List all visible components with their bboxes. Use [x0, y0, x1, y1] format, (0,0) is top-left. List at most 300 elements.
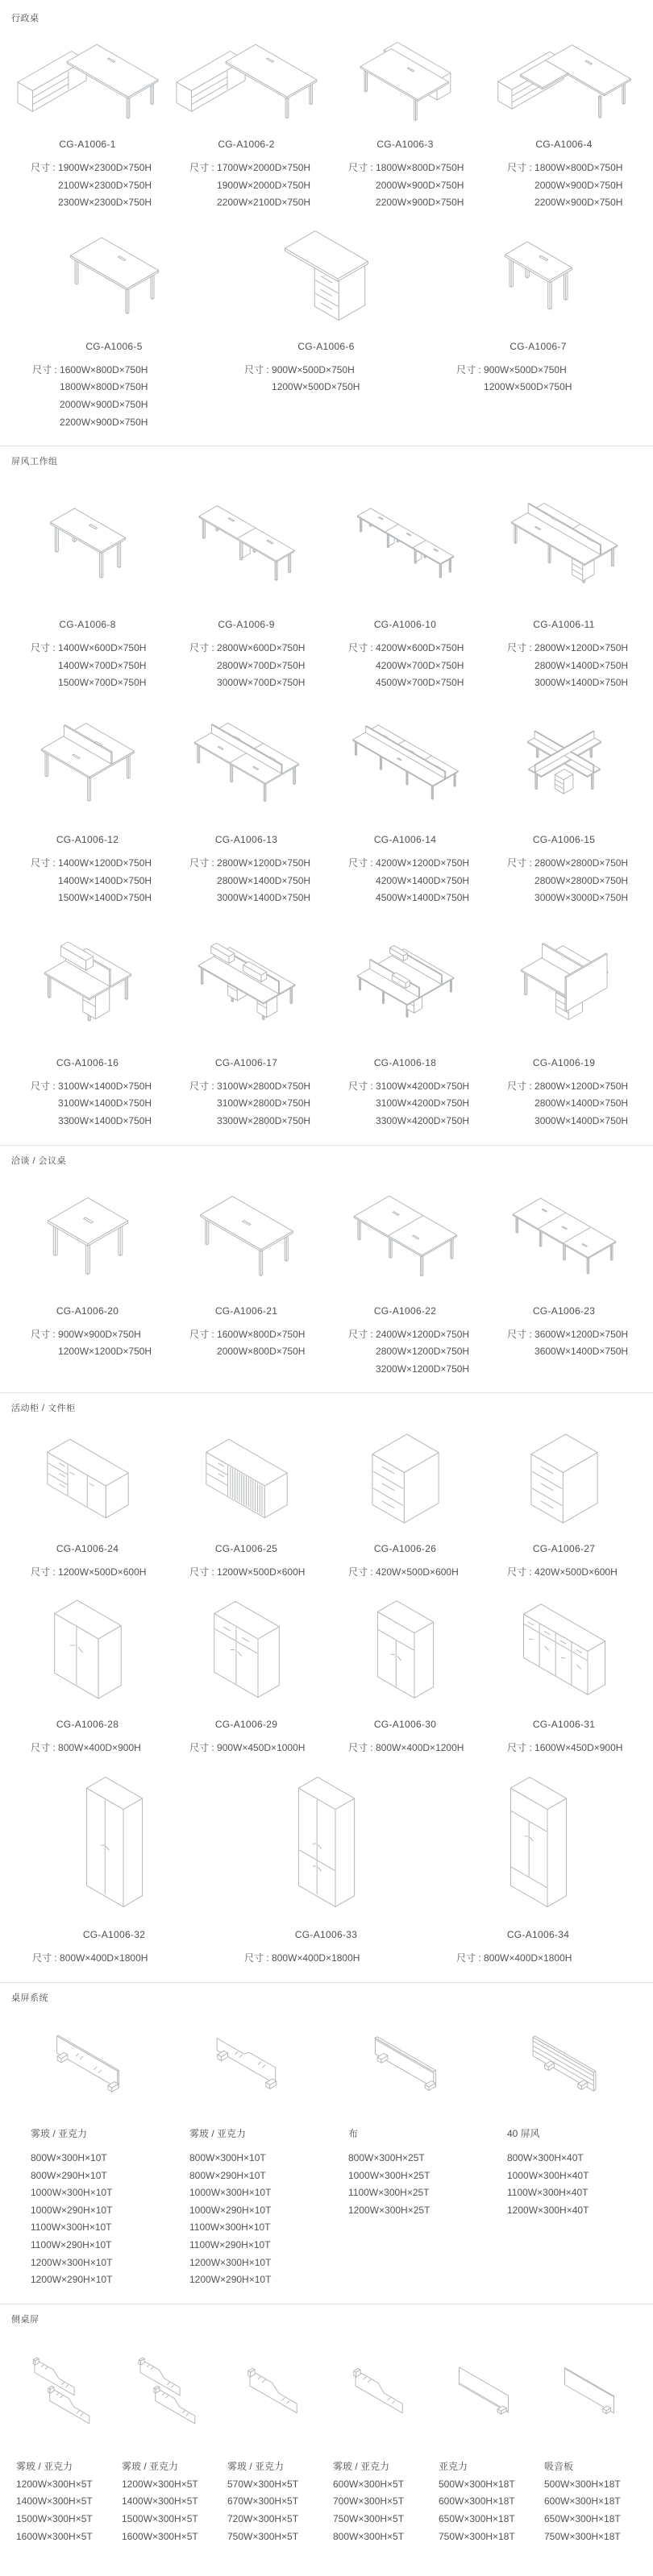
catalog-item: [326, 692, 485, 907]
size-prefix: 尺寸 :: [348, 1741, 376, 1753]
size-list: [536, 2476, 642, 2545]
size-line: 1900W×2000D×750H: [217, 179, 311, 191]
size-lines: [484, 1950, 572, 1968]
size-lines: [534, 160, 622, 212]
model-label: CG-A1006-22: [373, 1305, 437, 1317]
model-label: CG-A1006-21: [214, 1305, 278, 1317]
model-label: CG-A1006-10: [373, 619, 437, 631]
size-lines: [58, 1326, 152, 1361]
face3-illustration: [326, 699, 485, 826]
size-line: 500W×300H×18T: [544, 2478, 621, 2490]
model-label: CG-A1006-20: [56, 1305, 119, 1317]
size-line: 2800W×700D×750H: [217, 659, 306, 671]
table1-illustration: [8, 1175, 167, 1297]
size-lines: [534, 1326, 628, 1361]
model-label: CG-A1006-5: [85, 340, 143, 352]
size-line: 900W×500D×750H: [272, 363, 355, 375]
catalog-section: [0, 1392, 653, 1982]
size-prefix: 尺寸 :: [507, 1741, 535, 1753]
catalog-item: [220, 212, 432, 396]
size-list: [8, 855, 167, 907]
size-list: [8, 1078, 167, 1130]
size-line: 1000W×300H×40T: [507, 2169, 589, 2181]
size-list: [167, 160, 326, 212]
size-line: 2400W×1200D×750H: [376, 1328, 470, 1340]
catalog-item: [485, 692, 643, 907]
size-line: 2800W×1400D×750H: [534, 659, 629, 671]
size-line: 1500W×1400D×750H: [58, 892, 152, 904]
size-line: 2200W×900D×750H: [534, 197, 623, 209]
size-line: 2200W×900D×750H: [376, 197, 464, 209]
size-line: 3300W×4200D×750H: [376, 1114, 470, 1126]
size-lines: [217, 160, 310, 212]
size-list: [8, 1564, 167, 1582]
size-list: [220, 362, 432, 396]
size-line: 3600W×1200D×750H: [534, 1328, 629, 1340]
model-label: CG-A1006-12: [56, 833, 119, 845]
size-line: 1400W×1200D×750H: [58, 857, 152, 869]
size-line: 800W×400D×1200H: [376, 1741, 464, 1753]
size-prefix: 尺寸 :: [348, 1566, 376, 1578]
catalog-item: [485, 469, 643, 692]
size-lines: [60, 362, 148, 431]
size-lines: [376, 1740, 464, 1757]
size-line: 1600W×300H×5T: [16, 2530, 93, 2542]
catalog-item: [220, 1757, 432, 1968]
catalog-item: [326, 1416, 485, 1582]
size-line: 1200W×290H×10T: [31, 2274, 113, 2286]
ldesk3-illustration: [326, 32, 485, 131]
catalog-item: [167, 2006, 326, 2289]
size-list: [432, 1950, 644, 1968]
size-lines: [348, 2150, 430, 2219]
model-label: CG-A1006-4: [535, 139, 593, 150]
size-list: [8, 1326, 167, 1361]
cross-illustration: [485, 699, 643, 826]
bench1-illustration: [8, 475, 167, 611]
catalog-item: [485, 2006, 643, 2219]
size-lines: [534, 640, 628, 692]
side1-illustration: [325, 2333, 430, 2448]
size-list: [8, 2476, 114, 2545]
size-line: 1200W×300H×10T: [31, 2256, 113, 2268]
catalog-item: [167, 1416, 326, 1582]
material-label: 布: [348, 2128, 359, 2140]
size-line: 1200W×300H×5T: [16, 2478, 93, 2490]
size-list: [485, 640, 643, 692]
section-title: 活动柜 / 文件柜: [11, 1404, 76, 1414]
catalog-item: [485, 1582, 643, 1757]
model-label: CG-A1006-7: [510, 340, 567, 352]
size-line: 1700W×2000D×750H: [217, 162, 311, 173]
model-label: CG-A1006-9: [218, 619, 275, 631]
size-lines: [376, 1326, 469, 1379]
table2-illustration: [326, 1175, 485, 1297]
material-label: 雾玻 / 亚克力: [333, 2460, 390, 2472]
size-line: 2200W×2100D×750H: [217, 197, 311, 209]
size-line: 1600W×450D×900H: [534, 1741, 623, 1753]
size-list: [8, 362, 220, 431]
size-line: 600W×300H×5T: [333, 2478, 405, 2490]
size-prefix: 尺寸 :: [507, 642, 535, 654]
pedestal-illustration: [326, 1422, 485, 1535]
material-label: 雾玻 / 亚克力: [16, 2460, 73, 2472]
size-line: 1000W×290H×10T: [31, 2204, 113, 2216]
size-line: 3100W×2800D×750H: [217, 1097, 311, 1110]
catalog-section: [0, 2304, 653, 2560]
section-title: 侧桌屏: [11, 2314, 40, 2325]
size-line: 2800W×600D×750H: [217, 642, 306, 654]
size-line: 1200W×300H×25T: [348, 2204, 430, 2216]
size-list: [432, 362, 644, 396]
size-lines: [122, 2476, 198, 2545]
size-lines: [31, 2150, 112, 2289]
model-label: CG-A1006-17: [214, 1056, 278, 1068]
material-label: 雾玻 / 亚克力: [189, 2128, 247, 2140]
catalog-item: [167, 469, 326, 692]
ldesk-illustration: [167, 32, 326, 131]
size-lines: [534, 1564, 618, 1582]
size-line: 1400W×300H×5T: [16, 2495, 93, 2508]
size-prefix: 尺寸 :: [456, 363, 485, 375]
model-label: CG-A1006-14: [373, 833, 437, 845]
size-line: 900W×900D×750H: [58, 1328, 141, 1340]
size-line: 900W×450D×1000H: [217, 1741, 306, 1753]
size-line: 1000W×300H×10T: [31, 2187, 113, 2199]
cabwide-illustration: [485, 1588, 643, 1711]
size-line: 1200W×500D×750H: [484, 381, 572, 393]
size-line: 1400W×700D×750H: [58, 659, 147, 671]
ldeskc-illustration: [485, 32, 643, 131]
table1w-illustration: [167, 1175, 326, 1297]
size-lines: [484, 362, 572, 396]
size-lines: [217, 1564, 305, 1582]
size-line: 2800W×1200D×750H: [217, 857, 311, 869]
size-line: 800W×300H×25T: [348, 2152, 425, 2164]
catalog-row: [8, 1757, 645, 1968]
size-line: 3300W×1400D×750H: [58, 1114, 152, 1126]
size-prefix: 尺寸 :: [189, 1741, 218, 1753]
size-lines: [189, 2150, 271, 2289]
size-line: 2800W×1200D×750H: [534, 642, 629, 654]
size-line: 670W×300H×5T: [227, 2495, 299, 2508]
size-lines: [217, 1326, 305, 1361]
size-line: 800W×400D×1800H: [272, 1952, 360, 1964]
screenflat-illustration: [8, 2012, 167, 2115]
size-list: [167, 1564, 326, 1582]
size-line: 1200W×500D×750H: [272, 381, 360, 393]
size-line: 3000W×700D×750H: [217, 677, 306, 689]
size-line: 1600W×800D×750H: [60, 363, 148, 375]
model-label: CG-A1006-18: [373, 1056, 437, 1068]
cab2door-illustration: [8, 1588, 167, 1711]
model-label: CG-A1006-30: [373, 1718, 437, 1730]
size-line: 800W×300H×10T: [31, 2152, 107, 2164]
size-line: 500W×300H×18T: [439, 2478, 515, 2490]
size-prefix: 尺寸 :: [32, 363, 60, 375]
catalog-item: [114, 2327, 219, 2545]
size-list: [485, 1078, 643, 1130]
screen40-illustration: [485, 2012, 643, 2115]
size-line: 800W×290H×10T: [31, 2169, 107, 2181]
size-lines: [333, 2476, 404, 2545]
size-line: 750W×300H×18T: [544, 2530, 621, 2542]
panel2-illustration: [167, 914, 326, 1049]
size-line: 700W×300H×5T: [333, 2495, 405, 2508]
screennotch-illustration: [167, 2012, 326, 2115]
size-lines: [217, 855, 310, 907]
size-line: 1100W×300H×25T: [348, 2187, 430, 2199]
catalog-item: [8, 1168, 167, 1361]
size-line: 1000W×290H×10T: [189, 2204, 272, 2216]
size-lines: [217, 640, 305, 692]
credenza-illustration: [8, 1422, 167, 1535]
size-prefix: 尺寸 :: [348, 1328, 376, 1340]
size-line: 3100W×1400D×750H: [58, 1080, 152, 1092]
size-line: 800W×400D×900H: [58, 1741, 141, 1753]
model-label: CG-A1006-3: [376, 139, 434, 150]
size-prefix: 尺寸 :: [244, 363, 272, 375]
model-label: CG-A1006-24: [56, 1543, 119, 1555]
size-prefix: 尺寸 :: [348, 642, 376, 654]
model-label: CG-A1006-32: [82, 1929, 146, 1941]
material-label: 雾玻 / 亚克力: [227, 2460, 285, 2472]
size-list: [8, 1950, 220, 1968]
model-label: CG-A1006-8: [59, 619, 116, 631]
tambour-illustration: [167, 1422, 326, 1535]
cabmix-illustration: [167, 1588, 326, 1711]
size-list: [220, 1950, 432, 1968]
model-label: CG-A1006-19: [532, 1056, 596, 1068]
catalog-item: [536, 2327, 642, 2545]
model-label: CG-A1006-33: [294, 1929, 358, 1941]
size-line: 1200W×290H×10T: [189, 2274, 272, 2286]
size-lines: [58, 160, 152, 212]
section-title: 行政桌: [11, 14, 40, 23]
size-line: 800W×300H×40T: [507, 2152, 584, 2164]
model-label: CG-A1006-2: [218, 139, 275, 150]
size-line: 4500W×700D×750H: [376, 677, 464, 689]
model-label: CG-A1006-25: [214, 1543, 278, 1555]
size-lines: [58, 1078, 152, 1130]
model-label: CG-A1006-16: [56, 1056, 119, 1068]
desk-illustration: [8, 218, 220, 333]
size-line: 3300W×2800D×750H: [217, 1114, 311, 1126]
panel1b-illustration: [485, 914, 643, 1049]
catalog-item: [8, 1416, 167, 1582]
size-line: 3000W×1400D×750H: [217, 892, 311, 904]
size-list: [167, 1740, 326, 1757]
size-line: 570W×300H×5T: [227, 2478, 299, 2490]
size-line: 1400W×600D×750H: [58, 642, 147, 654]
catalog-item: [8, 2006, 167, 2289]
model-label: CG-A1006-15: [532, 833, 596, 845]
size-lines: [376, 1078, 469, 1130]
model-label: CG-A1006-6: [297, 340, 355, 352]
size-line: 800W×400D×1800H: [60, 1952, 148, 1964]
size-line: 750W×300H×5T: [333, 2513, 405, 2524]
size-prefix: 尺寸 :: [244, 1952, 272, 1964]
size-prefix: 尺寸 :: [189, 642, 218, 654]
size-line: 1100W×300H×40T: [507, 2187, 589, 2199]
size-line: 720W×300H×5T: [227, 2513, 299, 2524]
catalog-section: [0, 3, 653, 446]
cabopen-illustration: [326, 1588, 485, 1711]
peddesk-illustration: [220, 218, 432, 333]
size-line: 2800W×1400D×750H: [534, 1097, 629, 1110]
catalog-item: [485, 1416, 643, 1582]
size-line: 2000W×900D×750H: [534, 179, 623, 191]
face2p-illustration: [485, 475, 643, 611]
size-list: [8, 640, 167, 692]
material-label: 吸音板: [544, 2460, 574, 2472]
size-line: 1200W×300H×40T: [507, 2204, 589, 2216]
size-line: 800W×300H×5T: [333, 2530, 405, 2542]
model-label: CG-A1006-26: [373, 1543, 437, 1555]
model-label: CG-A1006-13: [214, 833, 278, 845]
size-list: [485, 2150, 643, 2219]
side1-illustration: [219, 2333, 325, 2448]
plain2-illustration: [536, 2333, 642, 2448]
catalog-item: [326, 2006, 485, 2219]
size-prefix: 尺寸 :: [348, 1080, 376, 1092]
size-list: [326, 1078, 485, 1130]
size-line: 1500W×700D×750H: [58, 677, 147, 689]
size-line: 2800W×2800D×750H: [534, 874, 629, 886]
catalog-item: [325, 2327, 430, 2545]
size-lines: [217, 1740, 305, 1757]
size-prefix: 尺寸 :: [189, 1080, 218, 1092]
size-line: 2300W×2300D×750H: [58, 197, 152, 209]
size-lines: [534, 1078, 628, 1130]
size-line: 2200W×900D×750H: [60, 416, 148, 428]
catalog-item: [8, 1582, 167, 1757]
catalog-item: [326, 907, 485, 1130]
catalog-item: [485, 26, 643, 212]
catalog-row: [8, 469, 645, 692]
model-label: CG-A1006-34: [506, 1929, 570, 1941]
size-lines: [58, 1740, 141, 1757]
catalog-row: [8, 1582, 645, 1757]
size-list: [485, 1564, 643, 1582]
size-list: [485, 855, 643, 907]
plain-illustration: [430, 2333, 536, 2448]
size-list: [167, 2150, 326, 2289]
material-label: 雾玻 / 亚克力: [31, 2128, 88, 2140]
size-prefix: 尺寸 :: [189, 857, 218, 869]
size-line: 4200W×600D×750H: [376, 642, 464, 654]
size-lines: [439, 2476, 515, 2545]
size-line: 4200W×700D×750H: [376, 659, 464, 671]
size-lines: [58, 1564, 146, 1582]
size-lines: [58, 855, 152, 907]
model-label: CG-A1006-27: [532, 1543, 596, 1555]
size-line: 1100W×290H×10T: [189, 2239, 271, 2251]
material-label: 雾玻 / 亚克力: [122, 2460, 179, 2472]
catalog-row: [8, 26, 645, 212]
size-list: [485, 1326, 643, 1361]
size-line: 1500W×300H×5T: [122, 2513, 198, 2524]
section-title: 屏风工作组: [11, 457, 58, 467]
size-line: 3200W×1200D×750H: [376, 1363, 470, 1375]
size-line: 1100W×300H×10T: [189, 2221, 271, 2234]
size-line: 3000W×1400D×750H: [534, 1114, 629, 1126]
material-label: 40 屏风: [507, 2128, 540, 2140]
size-line: 1800W×800D×750H: [60, 381, 148, 393]
catalog-item: [219, 2327, 325, 2545]
size-list: [8, 1740, 167, 1757]
size-lines: [272, 362, 360, 396]
size-line: 420W×500D×600H: [534, 1566, 618, 1578]
size-list: [219, 2476, 325, 2545]
size-line: 2800W×2800D×750H: [534, 857, 629, 869]
model-label: CG-A1006-23: [532, 1305, 596, 1317]
size-list: [114, 2476, 219, 2545]
size-line: 750W×300H×18T: [439, 2530, 515, 2542]
size-line: 3100W×2800D×750H: [217, 1080, 311, 1092]
size-line: 4500W×1400D×750H: [376, 892, 470, 904]
face1-illustration: [8, 699, 167, 826]
size-line: 2800W×1400D×750H: [217, 874, 311, 886]
catalog-item: [8, 692, 167, 907]
wardopen-illustration: [432, 1763, 644, 1921]
size-list: [485, 160, 643, 212]
model-label: CG-A1006-1: [59, 139, 116, 150]
size-line: 2000W×800D×750H: [217, 1346, 306, 1358]
face2-illustration: [167, 699, 326, 826]
desknarrow-illustration: [432, 218, 644, 333]
size-line: 650W×300H×18T: [439, 2513, 515, 2524]
catalog-item: [485, 907, 643, 1130]
size-prefix: 尺寸 :: [189, 1328, 218, 1340]
catalog-item: [432, 212, 644, 396]
size-line: 1800W×800D×750H: [376, 162, 464, 173]
size-list: [8, 160, 167, 212]
size-line: 1400W×1400D×750H: [58, 874, 152, 886]
catalog-row: [8, 907, 645, 1130]
size-lines: [227, 2476, 298, 2545]
catalog-section: [0, 1145, 653, 1393]
ldesk-illustration: [8, 32, 167, 131]
size-lines: [272, 1950, 360, 1968]
size-line: 2100W×2300D×750H: [58, 179, 152, 191]
size-lines: [376, 160, 464, 212]
size-line: 3000W×1400D×750H: [534, 677, 629, 689]
size-list: [167, 855, 326, 907]
catalog-row: [8, 692, 645, 907]
size-line: 1200W×300H×5T: [122, 2478, 198, 2490]
size-prefix: 尺寸 :: [507, 162, 535, 173]
pedestal-illustration: [485, 1422, 643, 1535]
catalog-item: [8, 212, 220, 431]
size-list: [325, 2476, 430, 2545]
size-line: 3100W×1400D×750H: [58, 1097, 152, 1110]
size-prefix: 尺寸 :: [31, 162, 59, 173]
size-line: 1600W×800D×750H: [217, 1328, 306, 1340]
catalog-item: [430, 2327, 536, 2545]
size-prefix: 尺寸 :: [507, 1328, 535, 1340]
catalog-section: [0, 446, 653, 1144]
catalog-item: [167, 1168, 326, 1361]
catalog-item: [167, 692, 326, 907]
size-prefix: 尺寸 :: [507, 1080, 535, 1092]
side2-illustration: [8, 2333, 114, 2448]
model-label: CG-A1006-29: [214, 1718, 278, 1730]
size-prefix: 尺寸 :: [31, 1080, 59, 1092]
catalog-section: [0, 1982, 653, 2304]
catalog-row: [8, 1416, 645, 1582]
size-line: 1000W×300H×25T: [348, 2169, 430, 2181]
